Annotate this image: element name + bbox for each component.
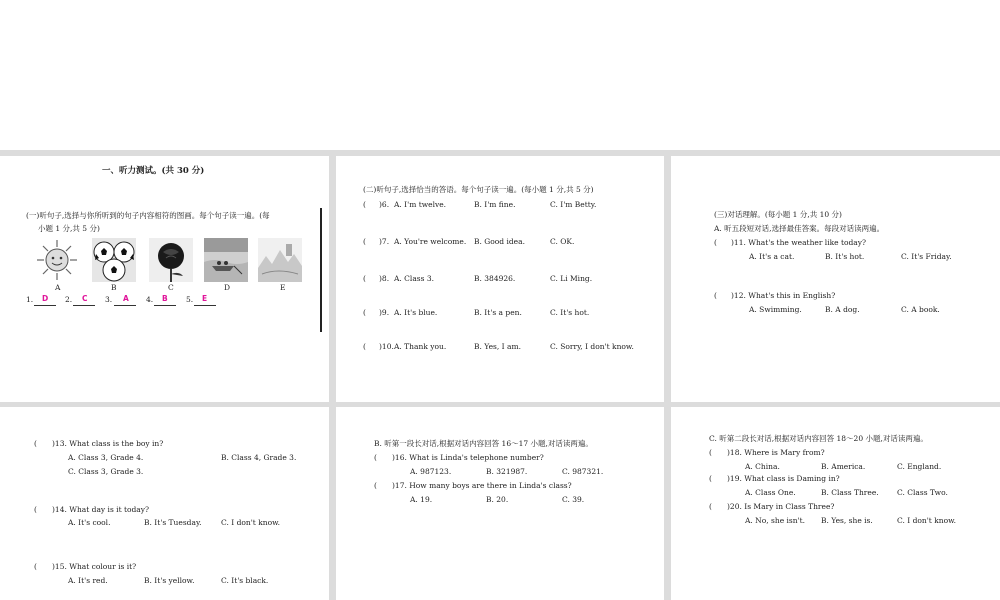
panel-listening-part1	[0, 156, 329, 402]
option-a: A. It's blue.	[394, 308, 438, 317]
panel-listening-part3	[671, 156, 1000, 402]
paren: (	[363, 308, 366, 317]
paren: (	[709, 502, 712, 511]
paren: (	[34, 439, 37, 448]
option-b: B. 20.	[486, 495, 509, 504]
part-a-instruction: A. 听五段短对话,选择最佳答案。每段对话读两遍。	[714, 224, 885, 233]
answer-blank-line	[194, 305, 216, 306]
picture-label: B	[111, 283, 117, 292]
option-b: B. Yes, I am.	[474, 342, 521, 351]
panel-listening-part2	[336, 156, 664, 402]
picture-label: A	[55, 283, 61, 292]
picture-boating	[204, 238, 248, 282]
option-c: C. OK.	[550, 237, 575, 246]
question-text: )14. What day is it today?	[52, 505, 150, 514]
option-b: B. It's yellow.	[144, 576, 195, 585]
section-title: (二)听句子,选择恰当的答语。每个句子读一遍。(每小题 1 分,共 5 分)	[363, 185, 594, 194]
section-title: (三)对话理解。(每小题 1 分,共 10 分)	[714, 210, 842, 219]
option-c: C. I don't know.	[897, 516, 956, 525]
option-b: B. America.	[821, 462, 866, 471]
question-number: )9.	[379, 308, 390, 317]
option-a: A. Class 3, Grade 4.	[68, 453, 144, 462]
option-b: B. Good idea.	[474, 237, 525, 246]
part-b-instruction: B. 听第一段长对话,根据对话内容回答 16～17 小题,对话读两遍。	[374, 439, 593, 448]
option-b: B. Class Three.	[821, 488, 879, 497]
blank-number: 4.	[146, 295, 154, 304]
picture-label: E	[280, 283, 286, 292]
option-a: A. Class One.	[745, 488, 796, 497]
question-number: )8.	[379, 274, 390, 283]
option-b: B. I'm fine.	[474, 200, 516, 209]
question-text: )13. What class is the boy in?	[52, 439, 164, 448]
question-text: )16. What is Linda's telephone number?	[392, 453, 544, 462]
question-number: )6.	[379, 200, 390, 209]
option-c: C. Li Ming.	[550, 274, 593, 283]
option-a: A. It's red.	[68, 576, 108, 585]
option-b: B. Class 4, Grade 3.	[221, 453, 297, 462]
blank-number: 3.	[105, 295, 113, 304]
answer-text: A	[123, 294, 129, 303]
answer-text: E	[202, 294, 208, 303]
section-title: 一、听力测试。(共 30 分)	[102, 166, 205, 176]
picture-landscape	[258, 238, 302, 282]
instruction-line2: 小题 1 分,共 5 分)	[38, 224, 100, 233]
question-text: )12. What's this in English?	[731, 291, 836, 300]
question-text: )15. What colour is it?	[52, 562, 137, 571]
option-b: B. It's a pen.	[474, 308, 522, 317]
panel-listening-part4	[0, 407, 329, 600]
blank-number: 1.	[26, 295, 34, 304]
option-a: A. It's cool.	[68, 518, 111, 527]
answer-blank-line	[114, 305, 136, 306]
option-b: B. It's hot.	[825, 252, 865, 261]
question-number: )10.	[379, 342, 394, 351]
option-a: A. 987123.	[410, 467, 452, 476]
paren: (	[374, 453, 377, 462]
answer-text: D	[42, 294, 49, 303]
option-c: C. Class 3, Grade 3.	[68, 467, 144, 476]
option-a: A. China.	[745, 462, 780, 471]
paren: (	[34, 505, 37, 514]
option-b: B. 321987.	[486, 467, 528, 476]
option-c: C. It's Friday.	[901, 252, 952, 261]
answer-blank-line	[34, 305, 56, 306]
paren: (	[363, 200, 366, 209]
option-c: C. It's black.	[221, 576, 269, 585]
question-text: )20. Is Mary in Class Three?	[727, 502, 835, 511]
picture-label: D	[224, 283, 231, 292]
option-a: A. 19.	[410, 495, 433, 504]
option-a: A. I'm twelve.	[394, 200, 447, 209]
option-b: B. 384926.	[474, 274, 516, 283]
paren: (	[714, 291, 717, 300]
blank-number: 2.	[65, 295, 73, 304]
panel-listening-part6	[671, 407, 1000, 600]
option-a: A. It's a cat.	[749, 252, 795, 261]
option-a: A. Class 3.	[394, 274, 435, 283]
picture-sun	[35, 238, 79, 282]
option-c: C. Sorry, I don't know.	[550, 342, 634, 351]
blank-number: 5.	[186, 295, 194, 304]
question-text: )19. What class is Daming in?	[727, 474, 840, 483]
paren: (	[714, 238, 717, 247]
paren: (	[363, 274, 366, 283]
paren: (	[709, 474, 712, 483]
question-text: )18. Where is Mary from?	[727, 448, 825, 457]
panel-listening-part5	[336, 407, 664, 600]
part-c-instruction: C. 听第二段长对话,根据对话内容回答 18～20 小题,对话读两遍。	[709, 434, 928, 443]
margin-line	[320, 208, 322, 332]
answer-text: C	[82, 294, 88, 303]
option-c: C. 39.	[562, 495, 585, 504]
option-b: B. A dog.	[825, 305, 860, 314]
option-c: C. I don't know.	[221, 518, 280, 527]
paren: (	[374, 481, 377, 490]
paren: (	[709, 448, 712, 457]
question-number: )7.	[379, 237, 390, 246]
option-b: B. It's Tuesday.	[144, 518, 202, 527]
option-c: C. A book.	[901, 305, 940, 314]
answer-text: B	[162, 294, 168, 303]
option-b: B. Yes, she is.	[821, 516, 873, 525]
option-c: C. 987321.	[562, 467, 604, 476]
instruction-line1: (一)听句子,选择与你所听到的句子内容相符的图画。每个句子读一遍。(每	[26, 211, 270, 220]
option-a: A. Swimming.	[749, 305, 802, 314]
picture-black-rose	[149, 238, 193, 282]
option-c: C. England.	[897, 462, 942, 471]
paren: (	[34, 562, 37, 571]
paren: (	[363, 237, 366, 246]
answer-blank-line	[154, 305, 176, 306]
picture-label: C	[168, 283, 174, 292]
answer-blank-line	[73, 305, 95, 306]
picture-footballs	[92, 238, 136, 282]
paren: (	[363, 342, 366, 351]
option-c: C. Class Two.	[897, 488, 948, 497]
question-text: )17. How many boys are there in Linda's class?	[392, 481, 572, 490]
option-c: C. It's hot.	[550, 308, 590, 317]
option-a: A. No, she isn't.	[745, 516, 806, 525]
question-text: )11. What's the weather like today?	[731, 238, 867, 247]
option-c: C. I'm Betty.	[550, 200, 597, 209]
top-blank-area	[0, 0, 1000, 150]
option-a: A. Thank you.	[394, 342, 447, 351]
option-a: A. You're welcome.	[394, 237, 467, 246]
